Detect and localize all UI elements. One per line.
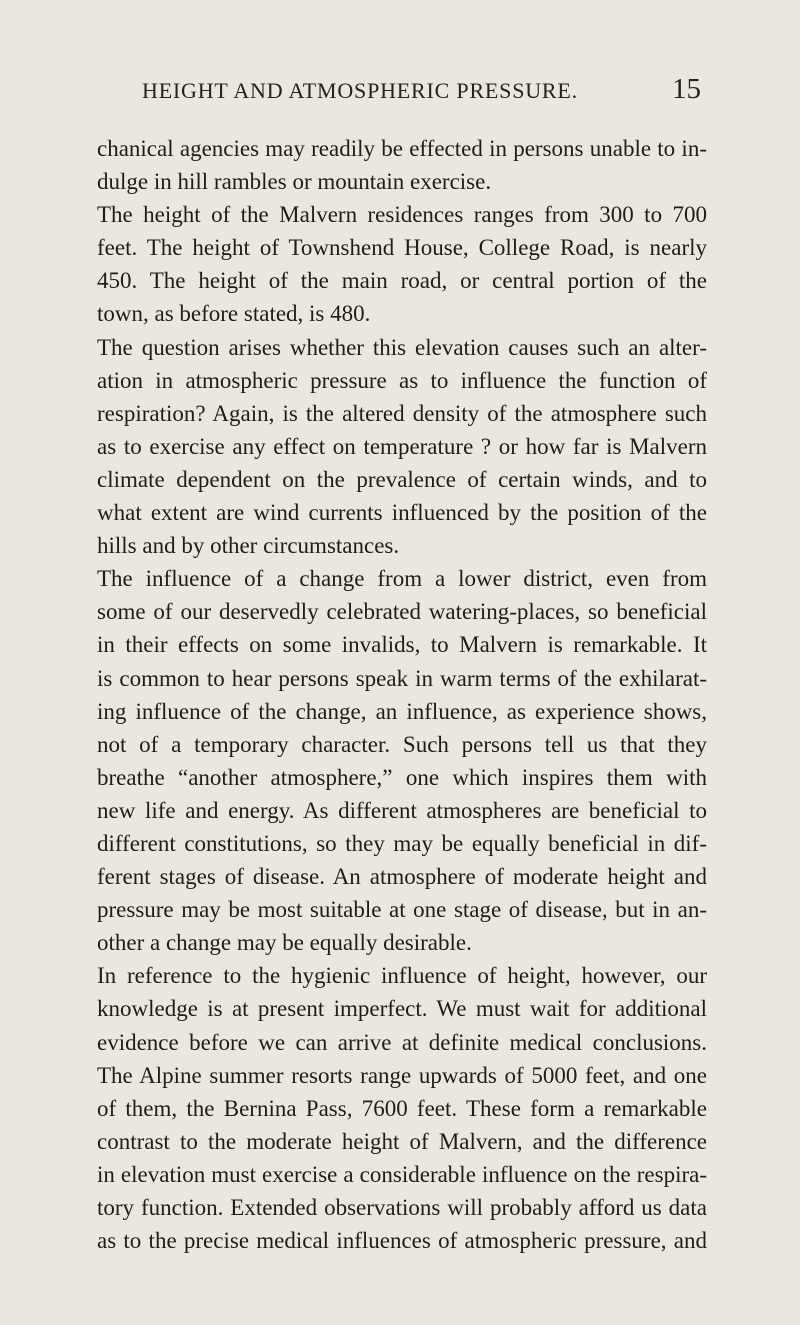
text-line: tory function. Extended observations will probably afford us data <box>97 1195 707 1220</box>
text-line: climate dependent on the prevalence of certain winds, and to <box>97 466 707 492</box>
text-line: In reference to the hygienic influence of height, however, our <box>97 963 707 989</box>
text-line: different constitutions, so they may be equally beneficial in dif- <box>97 830 707 856</box>
text-line: ferent stages of disease. An atmosphere of moderate height and <box>97 864 707 890</box>
text-line: The question arises whether this elevation causes such an alter- <box>97 334 707 360</box>
running-title: HEIGHT AND ATMOSPHERIC PRESSURE. <box>142 78 578 103</box>
text-line: as to exercise any effect on temperature ? or how far is Malvern <box>97 433 707 459</box>
text-line: dulge in hill rambles or mountain exercise. <box>97 169 492 195</box>
text-line: hills and by other circumstances. <box>97 533 400 559</box>
body-text <box>97 132 707 1257</box>
text-line: The Alpine summer resorts range upwards of 5000 feet, and one <box>97 1062 707 1088</box>
text-line: contrast to the moderate height of Malvern, and the difference <box>97 1128 707 1154</box>
text-line: ing influence of the change, an influence, as experience shows, <box>97 698 707 724</box>
text-line: in elevation must exercise a considerable influence on the respira- <box>97 1161 707 1187</box>
text-line: of them, the Bernina Pass, 7600 feet. These form a remarkable <box>97 1095 707 1121</box>
text-line: ation in atmospheric pressure as to influence the function of <box>97 367 707 393</box>
text-line: town, as before stated, is 480. <box>97 301 371 327</box>
text-line: respiration? Again, is the altered density of the atmosphere such <box>97 400 707 426</box>
text-line: is common to hear persons speak in warm terms of the exhilarat- <box>97 665 707 691</box>
text-line: The influence of a change from a lower district, even from <box>97 566 707 592</box>
text-line: knowledge is at present imperfect. We must wait for additional <box>97 996 707 1022</box>
text-line: as to the precise medical influences of atmospheric pressure, and <box>97 1228 707 1254</box>
text-line: what extent are wind currents influenced by the position of the <box>97 500 707 526</box>
page-number: 15 <box>672 73 701 105</box>
text-line: in their effects on some invalids, to Malvern is remarkable. It <box>97 632 707 658</box>
text-line: some of our deservedly celebrated watering-places, so beneficial <box>97 599 707 625</box>
text-line: pressure may be most suitable at one stage of disease, but in an- <box>97 897 707 923</box>
text-line: not of a temporary character. Such persons tell us that they <box>97 731 707 757</box>
text-line: breathe “another atmosphere,” one which inspires them with <box>97 764 707 790</box>
text-line: evidence before we can arrive at definite medical conclusions. <box>97 1029 707 1055</box>
text-line: The height of the Malvern residences ranges from 300 to 700 <box>97 202 707 228</box>
text-line: new life and energy. As different atmospheres are beneficial to <box>97 797 707 823</box>
text-line: other a change may be equally desirable. <box>97 930 472 956</box>
text-line: chanical agencies may readily be effected in persons unable to in- <box>97 136 707 161</box>
text-line: feet. The height of Townshend House, College Road, is nearly <box>97 235 707 261</box>
text-line: 450. The height of the main road, or central portion of the <box>97 268 707 294</box>
running-header <box>0 73 800 118</box>
